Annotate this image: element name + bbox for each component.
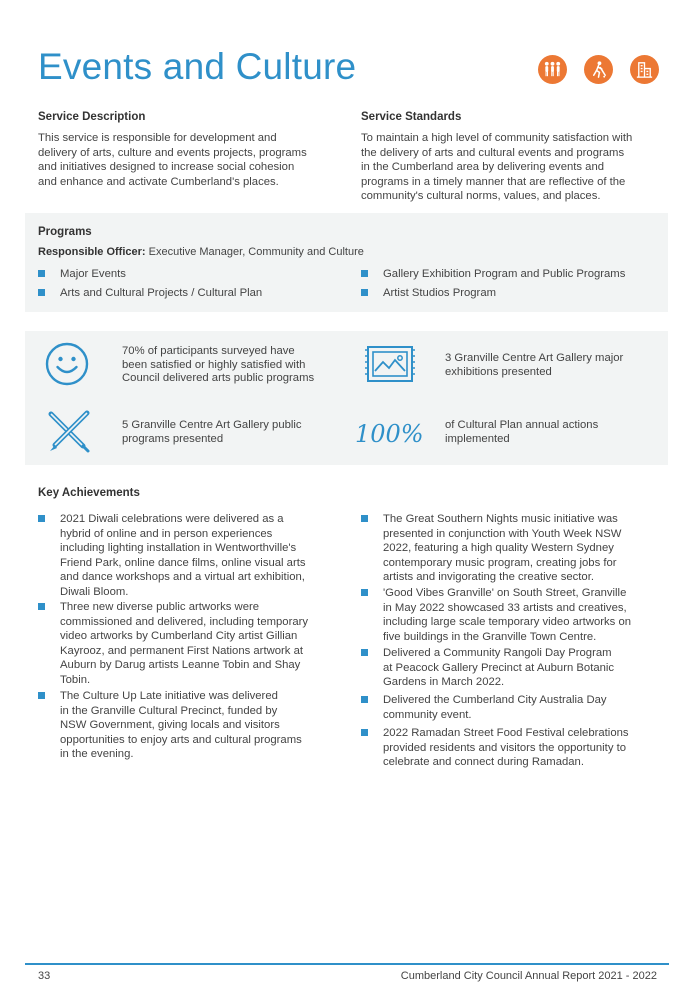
programs-panel — [25, 213, 668, 312]
text-line: hybrid of online and in person experiences — [60, 527, 273, 540]
achievement-item — [38, 689, 302, 762]
text-line: To maintain a high level of community satisfaction with — [361, 132, 633, 144]
top-icon-group — [538, 55, 659, 84]
text-line: at Peacock Gallery Precinct at Auburn Botanic — [383, 661, 615, 674]
achievement-item — [361, 512, 621, 585]
key-achievements-heading: Key Achievements — [38, 487, 140, 499]
text-line: The Culture Up Late initiative was delivered — [60, 690, 278, 702]
stat-cultural-plan — [445, 419, 598, 446]
programs-heading: Programs — [38, 226, 92, 238]
text-line: in May 2022 showcased 33 artists and creatives, — [383, 601, 627, 614]
service-description-text — [38, 131, 307, 189]
brush-pencil-icon — [45, 408, 93, 454]
stat-satisfaction — [122, 345, 314, 386]
text-line: in the Granville Cultural Precinct, funded by — [60, 704, 278, 717]
people-icon — [538, 55, 567, 84]
text-line: Friend Park, online dance films, online visual arts — [60, 556, 306, 569]
achievement-item — [361, 693, 607, 722]
text-line: Delivered a Community Rangoli Day Program — [383, 647, 612, 659]
text-line: provided residents and visitors the opportunity to — [383, 741, 627, 754]
text-line: including lighting installation in Wentworthville's — [60, 542, 297, 555]
text-line: This service is responsible for development and — [38, 132, 277, 144]
text-line: of Cultural Plan annual actions — [445, 419, 599, 431]
text-line: Three new diverse public artworks were — [60, 601, 260, 613]
footer-divider — [25, 963, 669, 965]
stats-panel — [25, 331, 668, 465]
framed-picture-icon — [365, 344, 415, 384]
text-line: 5 Granville Centre Art Gallery public — [122, 419, 302, 431]
text-line: 2022 Ramadan Street Food Festival celebrations — [383, 727, 629, 739]
text-line: the delivery of arts and cultural events and programs — [361, 146, 625, 159]
report-name: Cumberland City Council Annual Report 2021 - 2022 — [400, 970, 657, 982]
sport-player-icon — [584, 55, 613, 84]
text-line: artists and invigorating the creative sector. — [383, 571, 594, 584]
text-line: Council delivered arts public programs — [122, 372, 315, 384]
text-line: 70% of participants surveyed have — [122, 345, 295, 357]
text-line: and initiatives designed to increase social cohesion — [38, 161, 295, 174]
service-description-heading: Service Description — [38, 111, 146, 123]
text-line: 2022, featuring a high quality Western Sydney — [383, 542, 614, 555]
text-line: programs presented — [122, 432, 224, 445]
achievement-item — [361, 586, 631, 644]
program-item: Arts and Cultural Projects / Cultural Plan — [38, 286, 262, 301]
stat-public-programs — [122, 419, 302, 446]
achievement-item — [38, 600, 308, 688]
program-item: Artist Studios Program — [361, 286, 496, 301]
text-line: Gardens in March 2022. — [383, 676, 505, 689]
building-icon — [630, 55, 659, 84]
text-line: Kayrooz, and permanent First Nations artwork at — [60, 644, 303, 657]
text-line: 3 Granville Centre Art Gallery major — [445, 352, 624, 364]
service-standards-heading: Service Standards — [361, 111, 462, 123]
text-line: commissioned and delivered, including temporary — [60, 615, 309, 628]
program-item: Major Events — [38, 267, 126, 282]
text-line: Delivered the Cumberland City Australia Day — [383, 694, 607, 706]
text-line: and dance workshops and a virtual art exhibition, — [60, 571, 305, 584]
officer-value: Executive Manager, Community and Culture — [145, 246, 364, 258]
text-line: The Great Southern Nights music initiative was — [383, 513, 618, 525]
text-line: 2021 Diwali celebrations were delivered as a — [60, 513, 284, 525]
smiley-face-icon — [44, 341, 90, 387]
text-line: implemented — [445, 432, 510, 445]
program-item: Gallery Exhibition Program and Public Programs — [361, 267, 625, 282]
achievement-item — [38, 512, 306, 600]
responsible-officer — [38, 246, 364, 258]
text-line: presented in conjunction with Youth Week NSW — [383, 527, 622, 540]
service-standards-text — [361, 131, 632, 204]
text-line: opportunities to enjoy arts and cultural programs — [60, 733, 302, 746]
text-line: and enhance and activate Cumberland's places. — [38, 175, 279, 188]
text-line: video artworks by Cumberland City artist Gillian — [60, 630, 298, 643]
text-line: been satisfied or highly satisfied with — [122, 358, 306, 371]
text-line: Auburn by Darug artists Leanne Tobin and Shay — [60, 659, 301, 672]
officer-label: Responsible Officer: — [38, 246, 146, 258]
text-line: exhibitions presented — [445, 365, 552, 378]
achievement-item — [361, 646, 614, 690]
text-line: delivery of arts, culture and events projects, programs — [38, 146, 307, 159]
achievement-item — [361, 726, 629, 770]
text-line: including large scale temporary video artworks on — [383, 616, 632, 629]
page-number: 33 — [38, 970, 51, 982]
text-line: contemporary music program, creating jobs for — [383, 556, 617, 569]
text-line: five buildings in the Granville Town Centre. — [383, 630, 597, 643]
text-line: celebrate and connect during Ramadan. — [383, 756, 584, 769]
text-line: community's cultural norms, values, and places. — [361, 190, 601, 203]
text-line: Tobin. — [60, 673, 91, 686]
text-line: in the evening. — [60, 748, 134, 761]
text-line: programs in a timely manner that are reflective of the — [361, 175, 626, 188]
cultural-plan-percentage: 100% — [355, 420, 424, 448]
text-line: 'Good Vibes Granville' on South Street, Granville — [383, 587, 627, 599]
text-line: NSW Government, giving locals and visitors — [60, 719, 280, 732]
text-line: community event. — [383, 708, 472, 721]
page-title: Events and Culture — [38, 46, 357, 87]
stat-major-exhibitions — [445, 352, 623, 379]
text-line: Diwali Bloom. — [60, 585, 129, 598]
text-line: in the Cumberland area by delivering events and — [361, 161, 605, 174]
